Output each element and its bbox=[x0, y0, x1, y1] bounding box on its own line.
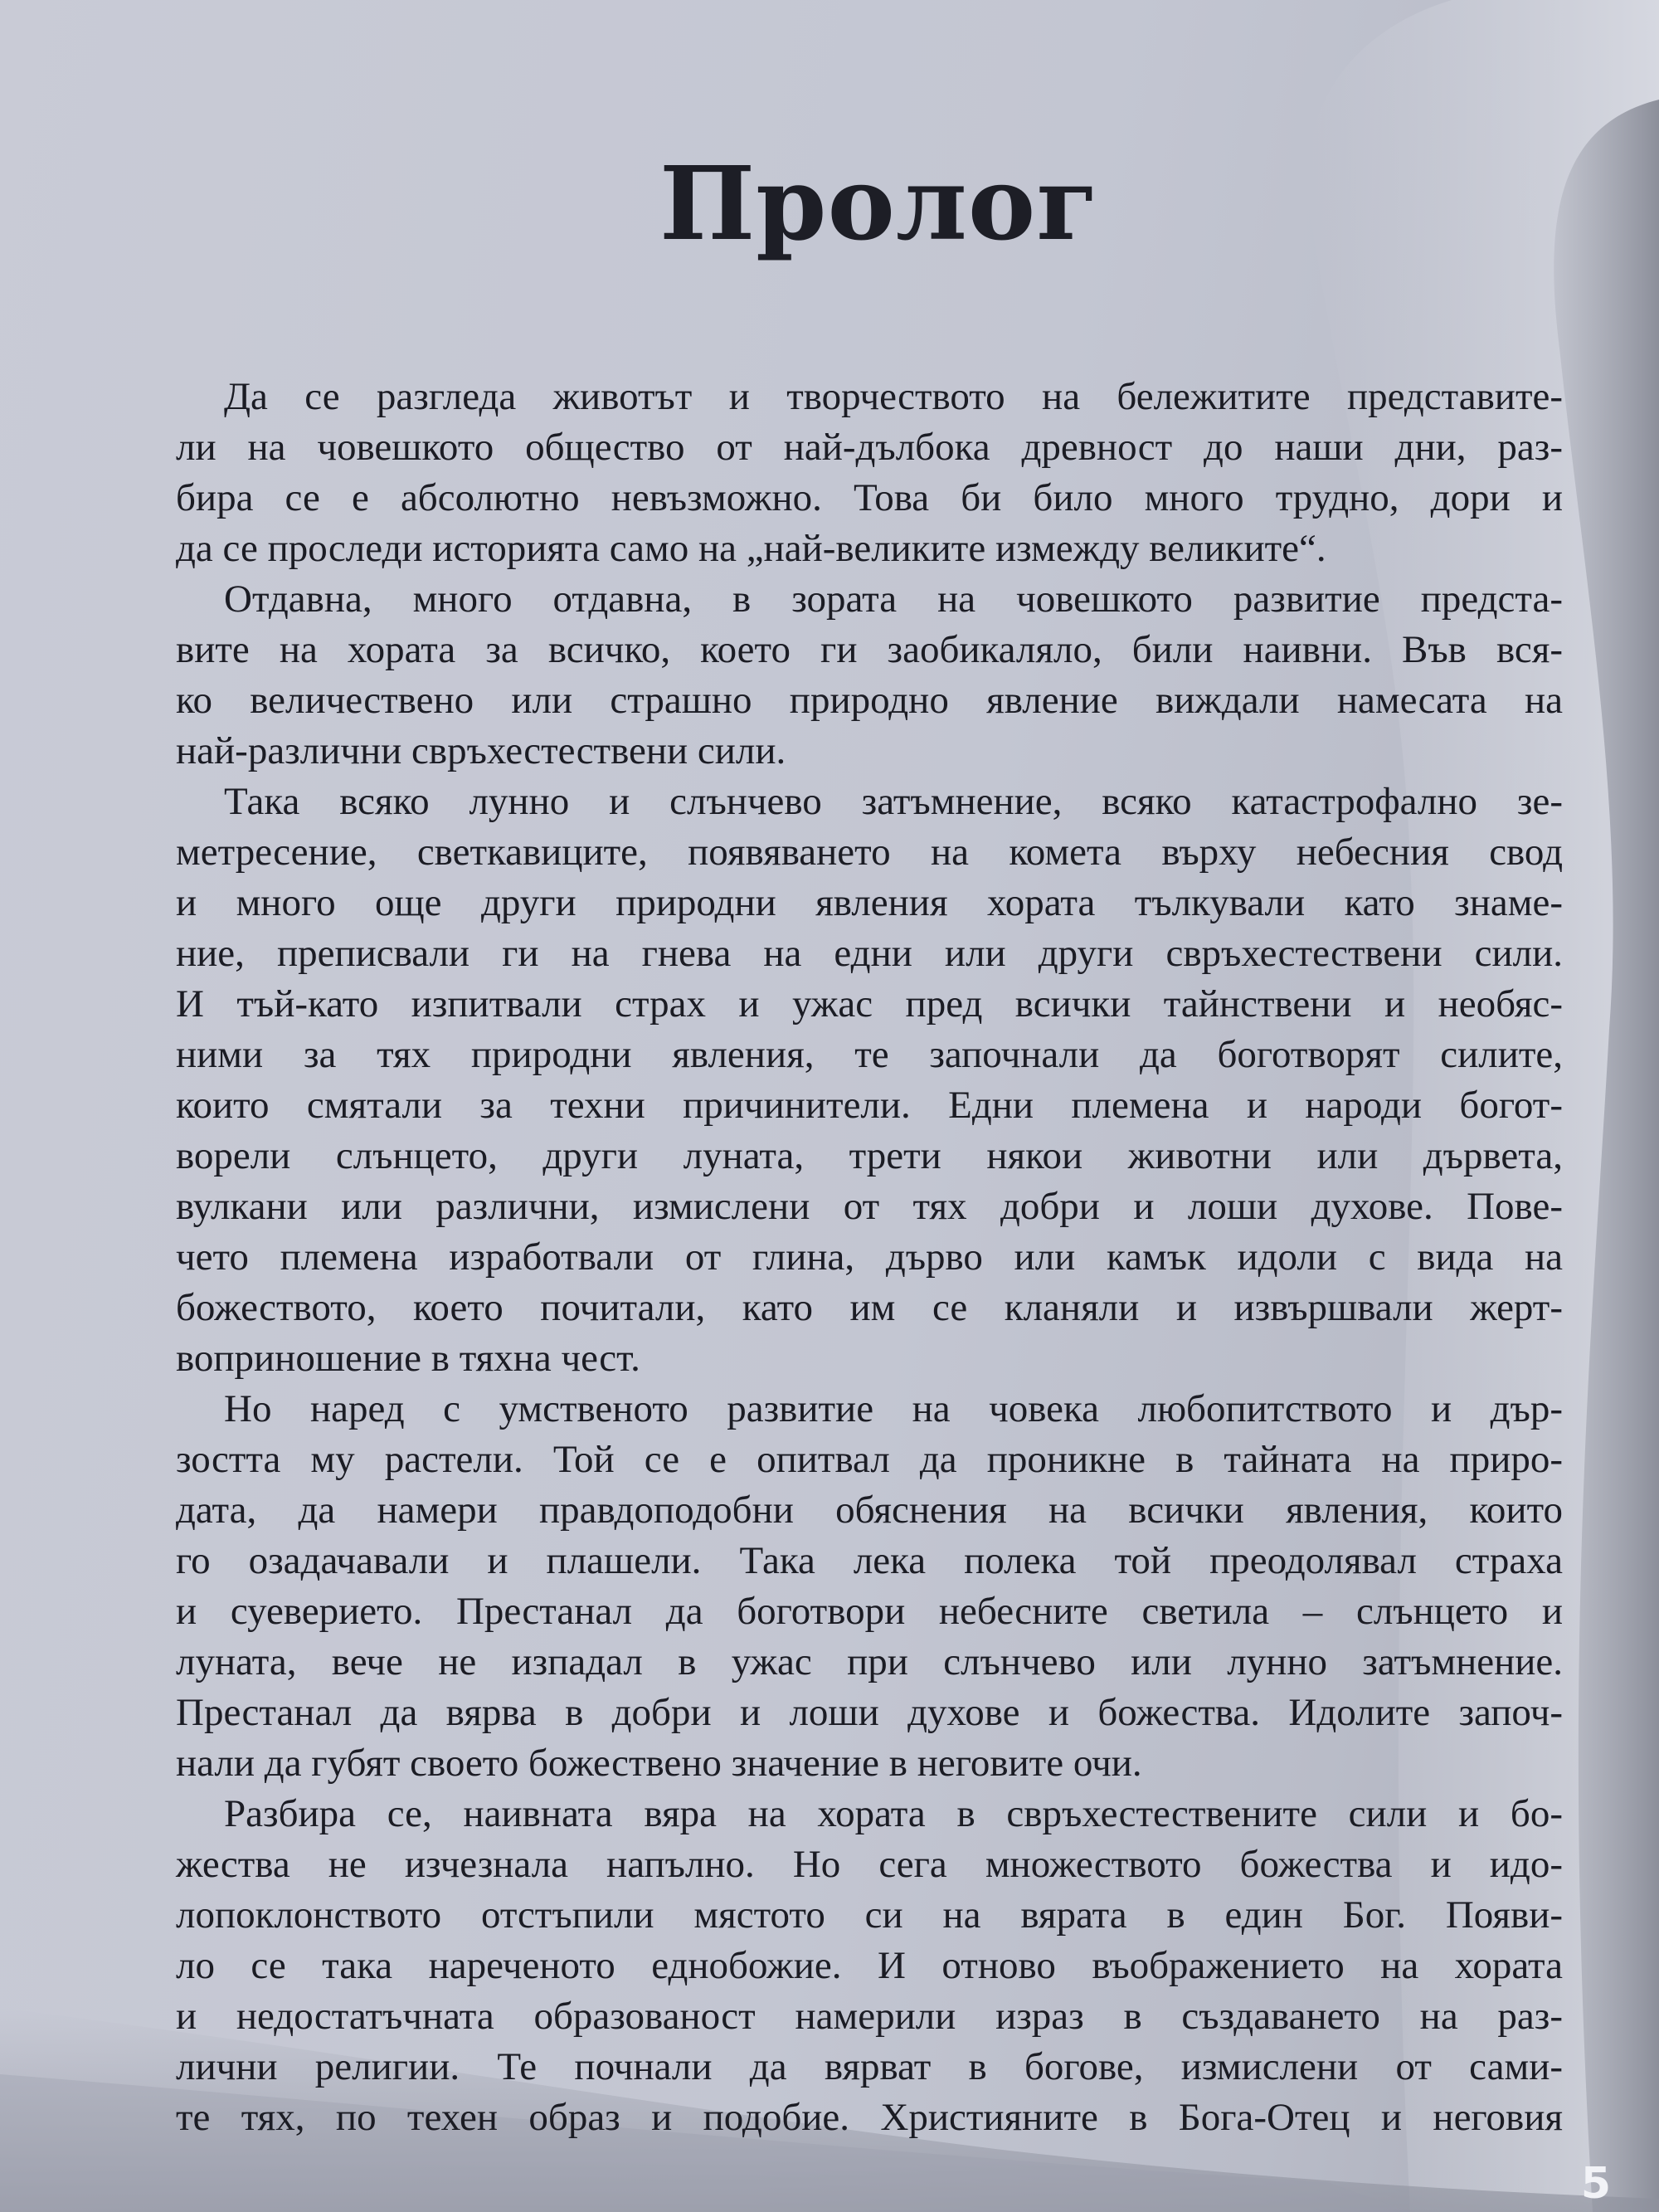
text-line: ворели слънцето, други луната, трети някои животни или дървета, bbox=[176, 1134, 1563, 1177]
text-line: луната, вече не изпадал в ужас при слънчево или лунно затъмнение. bbox=[176, 1640, 1563, 1683]
text-line: Да се разгледа животът и творчеството на бележитите представите- bbox=[224, 375, 1563, 418]
text-line: и суеверието. Престанал да боготвори небесните светила – слънцето и bbox=[176, 1590, 1563, 1633]
text-line: да се проследи историята само на „най-великите измежду великите“. bbox=[176, 527, 1326, 570]
text-line: Престанал да вярва в добри и лоши духове и божества. Идолите започ- bbox=[176, 1691, 1563, 1734]
text-line: Така всяко лунно и слънчево затъмнение, всяко катастрофално зе- bbox=[224, 780, 1563, 823]
text-line: ние, преписвали ги на гнева на едни или други свръхестествени сили. bbox=[176, 932, 1563, 975]
text-line: жества не изчезнала напълно. Но сега множеството божества и идо- bbox=[176, 1843, 1563, 1886]
text-line: воприношение в тяхна чест. bbox=[176, 1337, 640, 1380]
text-line: ними за тях природни явления, те започнали да боготворят силите, bbox=[176, 1033, 1563, 1076]
page-number: 5 bbox=[1580, 2159, 1611, 2209]
text-line: дата, да намери правдоподобни обяснения на всички явления, които bbox=[176, 1488, 1563, 1532]
text-line: ли на човешкото общество от най-дълбока древност до наши дни, раз- bbox=[176, 426, 1563, 469]
text-line: нали да губят своето божествено значение в неговите очи. bbox=[176, 1742, 1142, 1785]
page-title: Пролог bbox=[659, 144, 1100, 263]
text-line: Отдавна, много отдавна, в зората на човешкото развитие предста- bbox=[224, 577, 1563, 621]
text-line: вулкани или различни, измислени от тях добри и лоши духове. Пове- bbox=[176, 1185, 1563, 1228]
text-line: и много още други природни явления хората тълкували като знаме- bbox=[176, 881, 1563, 924]
text-line: ло се така нареченото еднобожие. И отново въображението на хората bbox=[176, 1944, 1563, 1987]
text-line: зостта му растели. Той се е опитвал да проникне в тайната на приро- bbox=[176, 1438, 1563, 1481]
text-line: бира се е абсолютно невъзможно. Това би било много трудно, дори и bbox=[176, 476, 1563, 519]
text-line: И тъй-като изпитвали страх и ужас пред всички тайнствени и необяс- bbox=[176, 982, 1563, 1026]
text-line: лични религии. Те почнали да вярват в богове, измислени от сами- bbox=[176, 2045, 1563, 2088]
text-line: метресение, светкавиците, появяването на комета върху небесния свод bbox=[176, 831, 1563, 874]
text-line: вите на хората за всичко, което ги заобикаляло, били наивни. Във вся- bbox=[176, 628, 1563, 671]
text-line: лопоклонството отстъпили мястото си на вярата в един Бог. Появи- bbox=[176, 1893, 1563, 1937]
text-line: най-различни свръхестествени сили. bbox=[176, 729, 786, 772]
text-line: които смятали за техни причинители. Едни племена и народи богот- bbox=[176, 1084, 1563, 1127]
text-line: чето племена изработвали от глина, дърво или камък идоли с вида на bbox=[176, 1235, 1563, 1279]
text-line: ко величествено или страшно природно явление виждали намесата на bbox=[176, 679, 1563, 722]
text-line: божеството, което почитали, като им се кланяли и извършвали жерт- bbox=[176, 1286, 1563, 1329]
text-line: го озадачавали и плашели. Така лека полека той преодолявал страха bbox=[176, 1539, 1563, 1582]
text-line: и недостатъчната образованост намерили израз в създаването на раз- bbox=[176, 1995, 1563, 2038]
text-line: Разбира се, наивната вяра на хората в свръхестествените сили и бо- bbox=[224, 1792, 1563, 1835]
text-line: Но наред с умственото развитие на човека любопитството и дър- bbox=[224, 1387, 1563, 1430]
prologue-body-text bbox=[176, 372, 1563, 2143]
text-line: те тях, по техен образ и подобие. Християните в Бога-Отец и неговия bbox=[176, 2096, 1563, 2139]
